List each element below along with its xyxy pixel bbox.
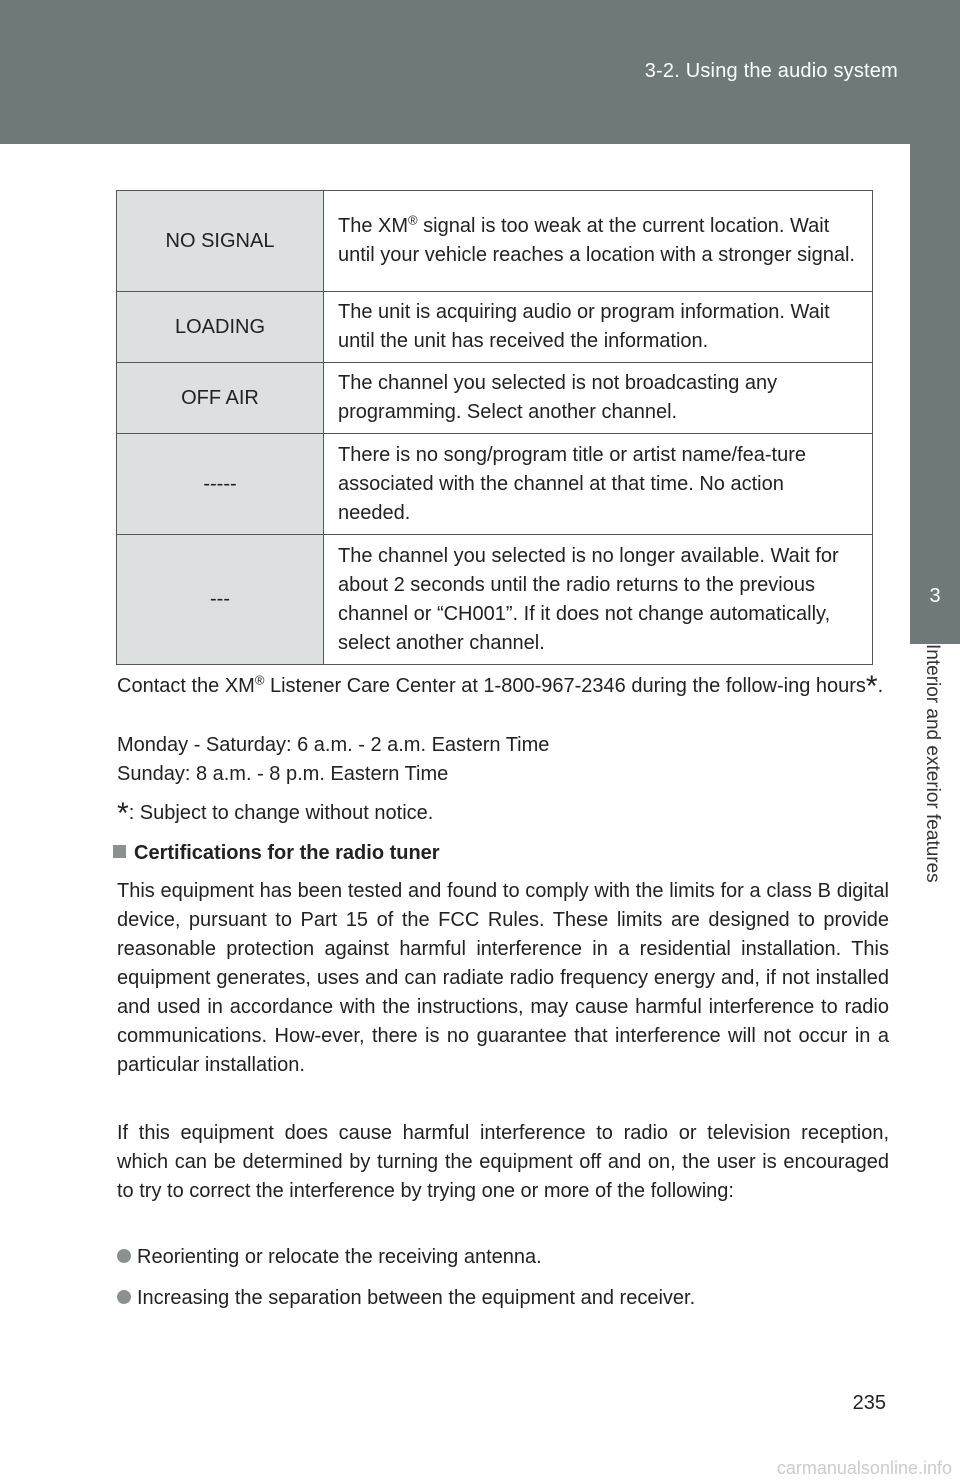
- list-item: Increasing the separation between the equipment and receiver.: [117, 1284, 889, 1313]
- side-tab-band: [910, 144, 960, 548]
- footnote: *: Subject to change without notice.: [117, 797, 434, 830]
- message-description: The XM® signal is too weak at the current location. Wait until your vehicle reaches a location with a stronger signal.: [324, 191, 873, 292]
- table-row: [117, 363, 873, 434]
- hours-sunday: Sunday: 8 a.m. - 8 p.m. Eastern Time: [117, 763, 449, 785]
- circle-bullet-icon: [117, 1290, 131, 1304]
- message-table: [116, 190, 873, 665]
- table-row: [117, 535, 873, 665]
- section-title: 3-2. Using the audio system: [644, 60, 898, 82]
- message-description: The unit is acquiring audio or program information. Wait until the unit has received the information.: [324, 292, 873, 363]
- message-code: LOADING: [117, 292, 324, 363]
- table-row: [117, 292, 873, 363]
- hours-weekday: Monday - Saturday: 6 a.m. - 2 a.m. Eastern Time: [117, 734, 550, 756]
- message-code: NO SIGNAL: [117, 191, 324, 292]
- square-bullet-icon: [113, 845, 126, 858]
- message-code: -----: [117, 434, 324, 535]
- list-item: Reorienting or relocate the receiving antenna.: [117, 1243, 889, 1272]
- chapter-tab-number: 3: [910, 548, 960, 644]
- table-row: [117, 191, 873, 292]
- fcc-paragraph-2: If this equipment does cause harmful interference to radio or television reception, which can be determined by turning the equipment off and on, the user is encouraged to try to correct the interference by trying one or more of the following:: [117, 1122, 889, 1202]
- chapter-tab-label-wrap: [910, 644, 960, 964]
- message-description: There is no song/program title or artist name/fea-ture associated with the channel at that time. No action needed.: [324, 434, 873, 535]
- fcc-paragraph-1: This equipment has been tested and found to comply with the limits for a class B digital device, pursuant to Part 15 of the FCC Rules. These limits are designed to provide reasonable protection against harmful interference in a residential installation. This equipment generates, uses and can radiate radio frequency energy and, if not installed and used in accordance with the instructions, may cause harmful interference to radio communications. How-ever, there is no guarantee that interference will not occur in a particular installation.: [117, 880, 889, 1076]
- message-code: OFF AIR: [117, 363, 324, 434]
- watermark: carmanualsonline.info: [776, 1458, 952, 1478]
- message-description: The channel you selected is no longer available. Wait for about 2 seconds until the radio returns to the previous channel or “CH001”. If it does not change automatically, select another channel.: [324, 535, 873, 665]
- message-code: ---: [117, 535, 324, 665]
- contact-paragraph: Contact the XM® Listener Care Center at 1-800-967-2346 during the follow-ing hours*.: [117, 670, 884, 703]
- chapter-tab-label: Interior and exterior features: [922, 644, 943, 883]
- section-heading: Certifications for the radio tuner: [113, 839, 885, 868]
- table-row: [117, 434, 873, 535]
- page-header: [0, 0, 960, 144]
- message-description: The channel you selected is not broadcasting any programming. Select another channel.: [324, 363, 873, 434]
- circle-bullet-icon: [117, 1249, 131, 1263]
- page-number: 235: [852, 1392, 886, 1414]
